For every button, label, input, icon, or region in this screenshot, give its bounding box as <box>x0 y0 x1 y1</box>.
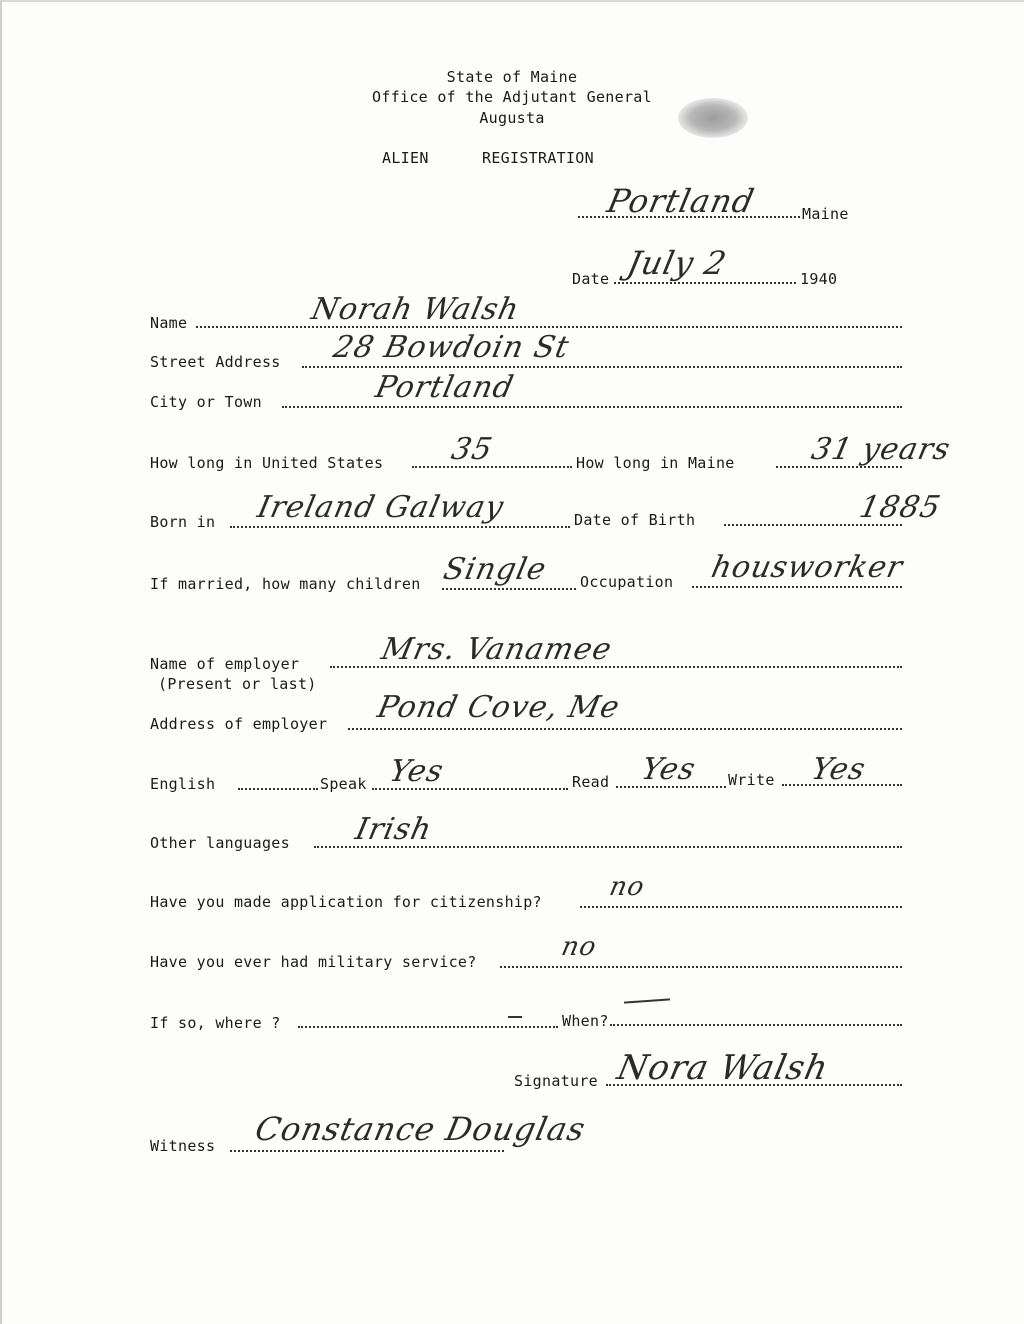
emp-addr-value: Pond Cove, Me <box>374 690 624 725</box>
write-label: Write <box>728 771 775 789</box>
me-value: 31 years <box>808 432 954 467</box>
date-label: Date <box>572 270 610 288</box>
me-label: How long in Maine <box>576 454 735 472</box>
location-value: Portland <box>603 182 759 220</box>
born-value: Ireland Galway <box>254 490 508 525</box>
read-label: Read <box>572 773 610 791</box>
emp-addr-label: Address of employer <box>150 715 328 733</box>
us-value: 35 <box>448 432 496 467</box>
speak-value: Yes <box>386 754 448 789</box>
emp-addr-dots <box>348 728 902 730</box>
citizenship-dots <box>580 906 902 908</box>
occupation-value: housworker <box>708 550 907 585</box>
header-registration: REGISTRATION <box>482 149 594 167</box>
born-label: Born in <box>150 513 216 531</box>
date-value: July 2 <box>623 244 731 282</box>
witness-value: Constance Douglas <box>251 1110 590 1148</box>
where-label: If so, where ? <box>150 1014 281 1032</box>
witness-label: Witness <box>150 1137 216 1155</box>
employer-value: Mrs. Vanamee <box>378 632 616 667</box>
citizenship-value: no <box>606 872 648 902</box>
citizenship-label: Have you made application for citizenship? <box>150 893 542 911</box>
us-label: How long in United States <box>150 454 384 472</box>
dob-label: Date of Birth <box>574 511 696 529</box>
children-label: If married, how many children <box>150 575 421 593</box>
signature-value: Nora Walsh <box>613 1048 833 1088</box>
header-state: State of Maine <box>446 68 578 86</box>
english-label: English <box>150 775 216 793</box>
born-dots <box>230 526 570 528</box>
name-value: Norah Walsh <box>308 292 523 327</box>
us-dots <box>412 466 572 468</box>
military-dots <box>500 966 902 968</box>
where-dash <box>508 1016 522 1018</box>
english-dots <box>238 788 318 790</box>
date-dots <box>614 282 796 284</box>
when-dots <box>610 1024 902 1026</box>
employer-label: Name of employer <box>150 655 300 673</box>
signature-label: Signature <box>514 1072 598 1090</box>
speak-label: Speak <box>320 775 367 793</box>
header-city: Augusta <box>479 109 545 127</box>
city-label: City or Town <box>150 393 262 411</box>
location-suffix: Maine <box>802 205 849 223</box>
read-value: Yes <box>638 752 700 787</box>
header-alien: ALIEN <box>382 149 429 167</box>
city-value: Portland <box>372 370 518 405</box>
where-dots <box>298 1026 558 1028</box>
children-value: Single <box>440 552 550 587</box>
dob-value: 1885 <box>856 490 945 525</box>
date-year: 1940 <box>800 270 838 288</box>
employer-sub-label: (Present or last) <box>158 675 317 693</box>
street-label: Street Address <box>150 353 281 371</box>
occupation-dots <box>692 586 902 588</box>
military-label: Have you ever had military service? <box>150 953 477 971</box>
header-office: Office of the Adjutant General <box>372 88 652 106</box>
name-label: Name <box>150 314 188 332</box>
other-lang-label: Other languages <box>150 834 290 852</box>
city-dots <box>282 406 902 408</box>
ink-smudge <box>678 98 748 138</box>
occupation-label: Occupation <box>580 573 674 591</box>
children-dots <box>442 588 576 590</box>
witness-dots <box>230 1150 504 1152</box>
when-label: When? <box>562 1012 609 1030</box>
name-dots <box>196 326 902 328</box>
write-value: Yes <box>808 752 870 787</box>
street-value: 28 Bowdoin St <box>330 330 573 365</box>
street-dots <box>302 366 902 368</box>
other-lang-value: Irish <box>352 812 436 847</box>
military-value: no <box>558 932 600 962</box>
